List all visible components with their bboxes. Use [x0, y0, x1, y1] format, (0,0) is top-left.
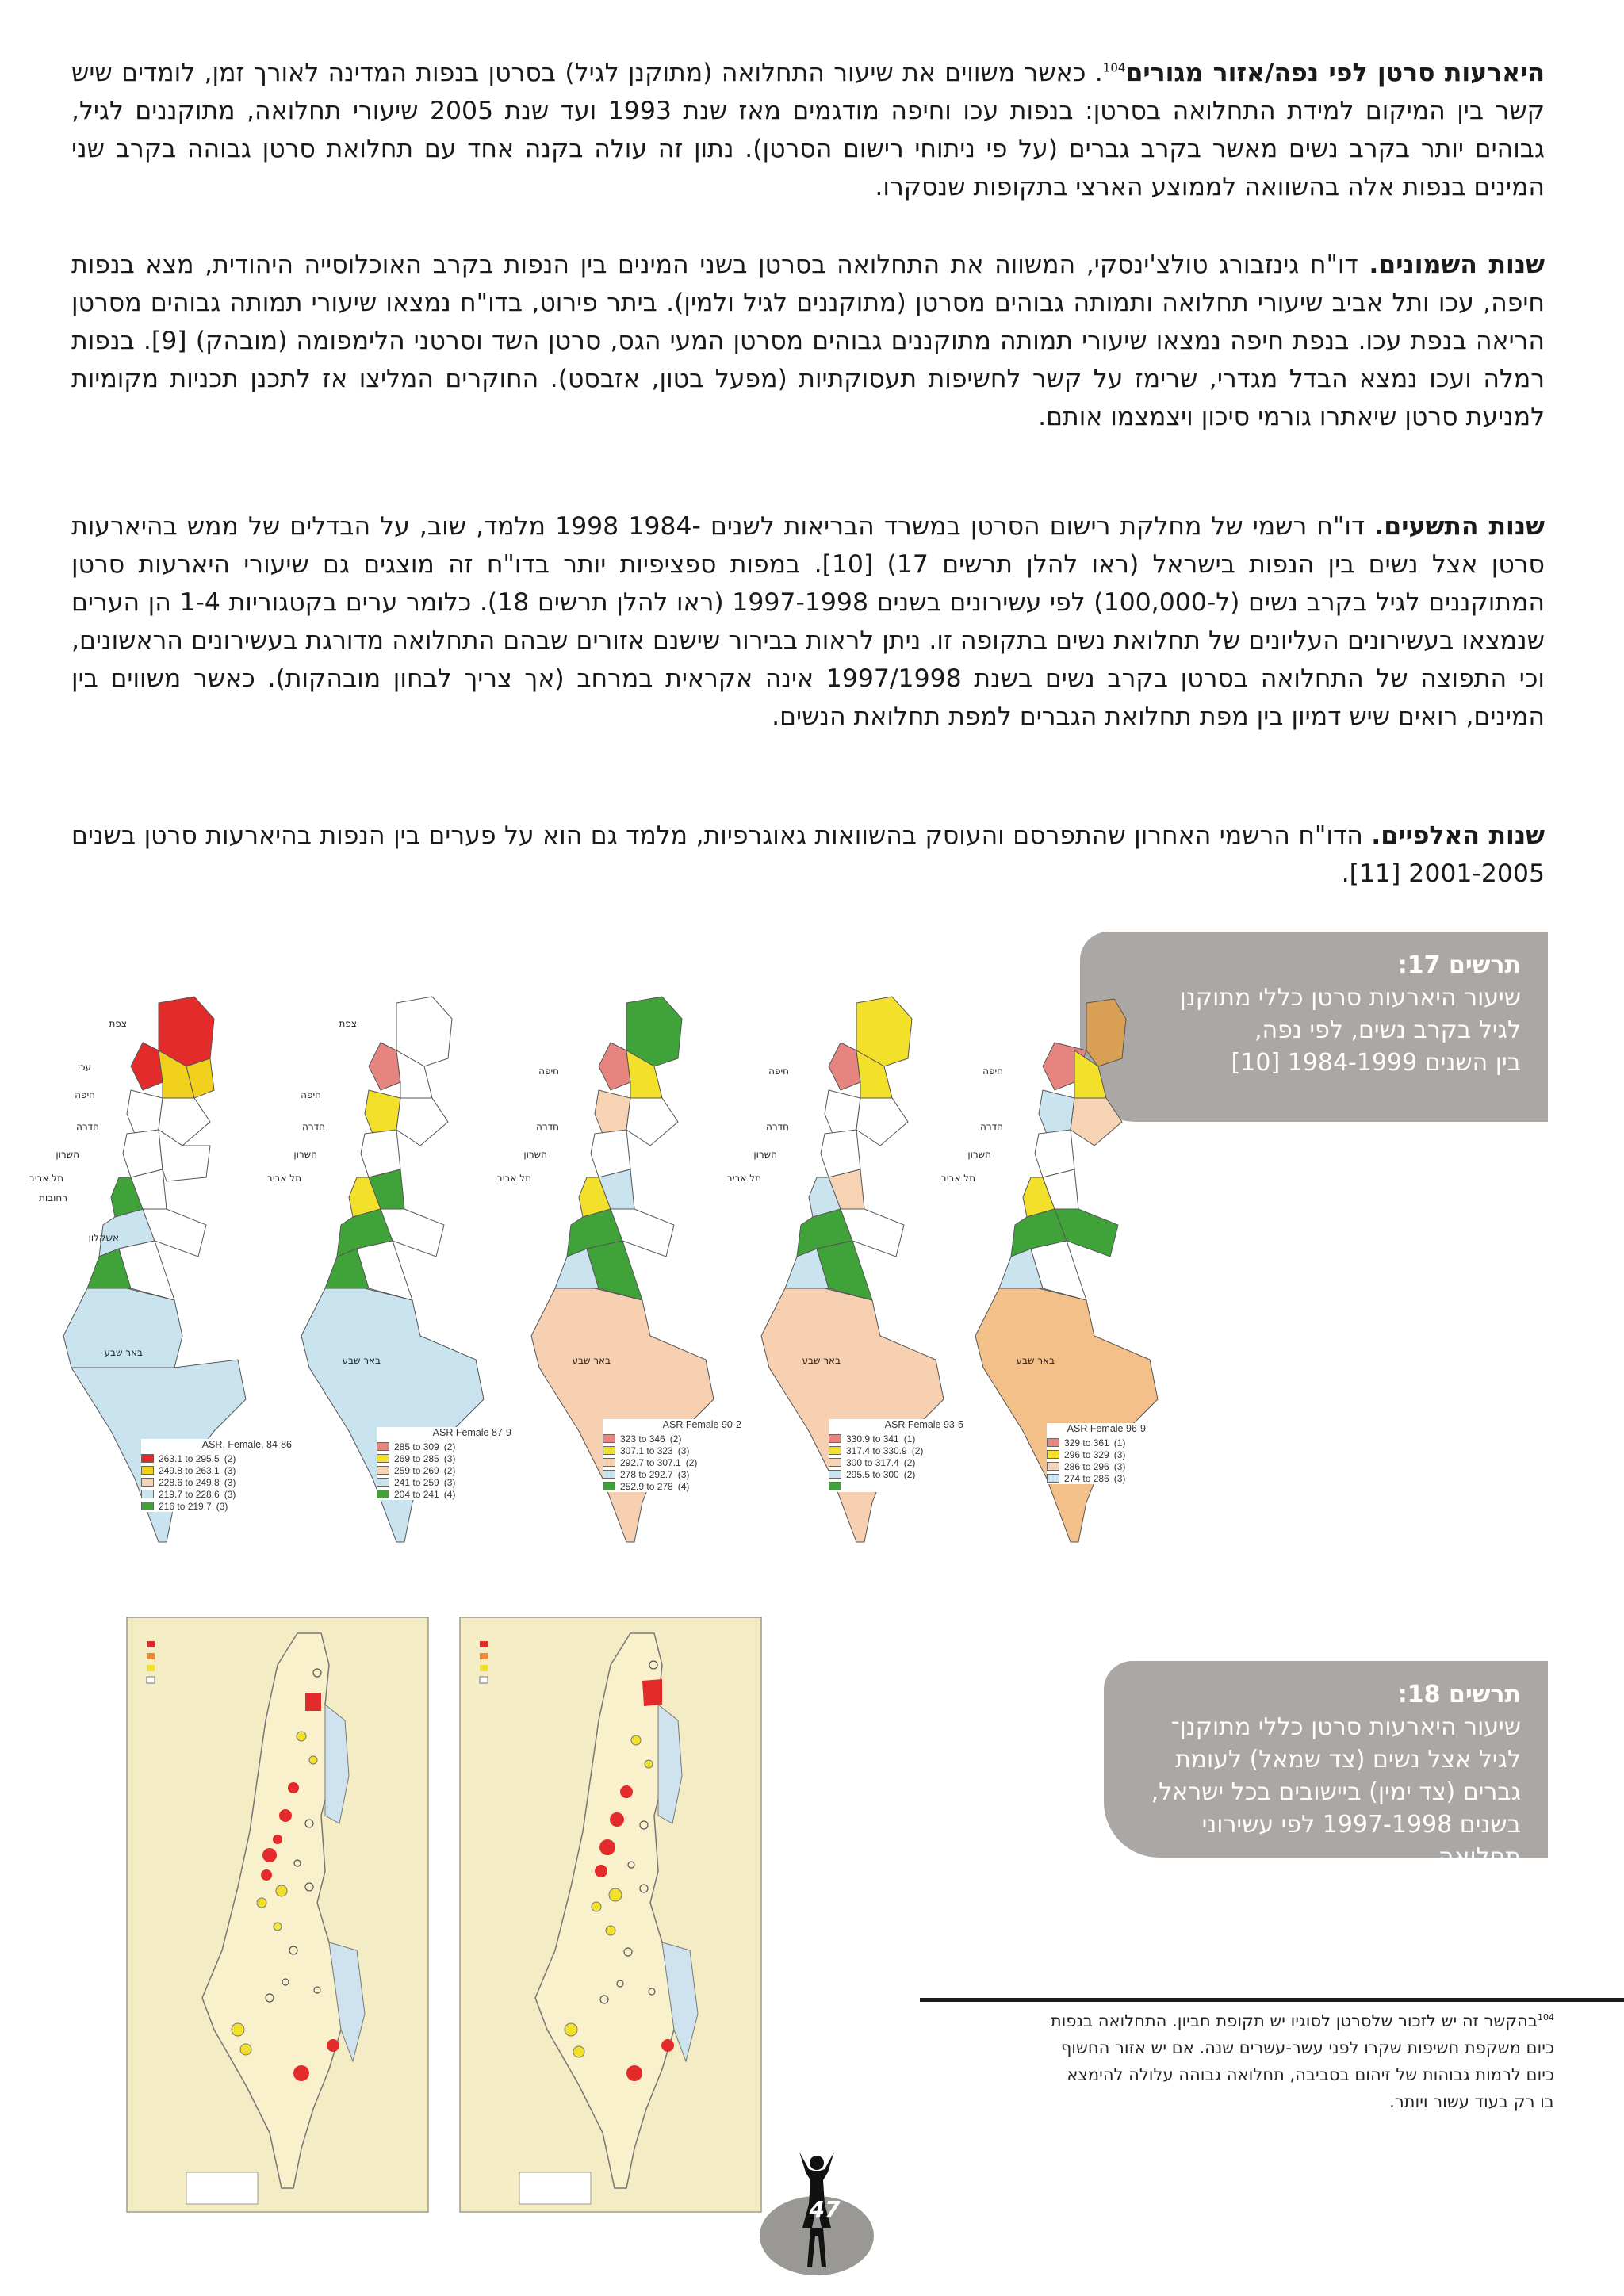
legend-count: (2)	[224, 1452, 236, 1464]
legend-row	[829, 1480, 963, 1492]
legend-swatch	[603, 1482, 615, 1490]
map-label-haifa: חיפה	[301, 1089, 321, 1100]
paragraph-text: דו"ח גינזבורג טולצ'ינסקי, המשווה את התחלואה בסרטן בשני המינים בין הנפות בקרב האוכלוסייה היהודית, מצא בנפות חיפה, עכו ותל אביב שיעורי תחלואה ותמותה גבוהים מסרטן (מתוקננים לגיל ולמין). ביתר פירוט, בדו"ח נמצאו שיעורי תמותה גבוהים מסרטן הריאה בנפת עכו. בנפת חיפה נמצאו שיעורי תמותה מתוקננים גבוהים מסרטן המעי הגס, סרטן השד וסרטני הלימפומה (מובהק) [9]. בנפות רמלה ועכו נמצא הבדל מגדרי, שרימז על קשר לחשיפות תעסוקתיות (מפעל בטון, אזבסט). החוקרים המליצו אז לתכנן תכניות מקומיות למניעת סרטן שיאתרו גורמי סיכון ויצמצמו אותם.	[71, 251, 1545, 431]
map-label-haifa: חיפה	[768, 1066, 789, 1077]
legend-range: 269 to 285	[394, 1452, 439, 1464]
figure-17-caption	[1080, 932, 1548, 1122]
legend-row	[829, 1433, 963, 1445]
figure-17-maps	[29, 987, 1150, 1562]
legend-swatch	[480, 1665, 488, 1671]
paragraph-regional-incidence	[71, 54, 1545, 206]
legend-range: 204 to 241	[394, 1488, 439, 1500]
legend-range: 292.7 to 307.1	[620, 1456, 681, 1468]
map-legend	[603, 1419, 741, 1492]
legend-swatch	[603, 1446, 615, 1455]
legend-range: 295.5 to 300	[846, 1468, 899, 1480]
legend-swatch	[829, 1458, 841, 1467]
map-label-telaviv: תל אביב	[940, 1173, 975, 1184]
legend-count: (3)	[443, 1452, 456, 1464]
figure-18-title: תרשים 18:	[1397, 1681, 1521, 1709]
legend-row	[829, 1456, 963, 1468]
legend-row	[1047, 1437, 1146, 1448]
settlement-map-men	[460, 1617, 761, 2212]
map-label-akko: עכו	[77, 1062, 91, 1073]
footnote-divider	[920, 1998, 1624, 2002]
map-label-hadera: חדרה	[75, 1121, 99, 1132]
footnote-text: בהקשר זה יש לזכור שלסרטן לסוגיו יש תקופת חביון. התחלואה בנפות	[1050, 2011, 1538, 2030]
map-legend	[377, 1427, 511, 1500]
legend-row	[141, 1452, 292, 1464]
legend-count: (1)	[903, 1433, 916, 1445]
map-label-haifa: חיפה	[538, 1066, 559, 1077]
page-number: 47	[809, 2196, 841, 2222]
legend-range: 329 to 361	[1064, 1437, 1109, 1448]
legend-count: (3)	[443, 1476, 456, 1488]
map-label-sharon: השרון	[753, 1149, 777, 1160]
map-label-beersheva: באר שבע	[572, 1355, 611, 1366]
legend-range: 216 to 219.7	[159, 1500, 212, 1512]
legend-swatch	[603, 1434, 615, 1443]
legend-swatch	[603, 1458, 615, 1467]
legend-title: ASR Female 90-2	[662, 1419, 741, 1430]
map-label-hadera: חדרה	[765, 1121, 789, 1132]
legend-range: 323 to 346	[620, 1433, 665, 1445]
page-number-badge	[752, 2149, 879, 2275]
legend-swatch	[829, 1482, 841, 1490]
legend-count: (1)	[1113, 1437, 1126, 1448]
legend-range: 296 to 329	[1064, 1448, 1109, 1460]
legend-swatch	[147, 1641, 155, 1647]
legend-swatch	[147, 1653, 155, 1659]
legend-swatch	[141, 1466, 154, 1475]
legend-swatch	[1047, 1450, 1059, 1459]
footnote-line: בו רק בעוד עשור ויותר.	[1389, 2092, 1554, 2111]
legend-count: (3)	[1113, 1448, 1126, 1460]
map-label-sharon: השרון	[523, 1149, 547, 1160]
paragraph-heading: שנות התשעים.	[1374, 512, 1545, 541]
legend-swatch	[377, 1466, 389, 1475]
figure-18-maps	[127, 1617, 825, 2220]
legend-row	[1047, 1460, 1146, 1472]
legend-count: (3)	[677, 1445, 690, 1456]
inset-legend	[186, 2172, 258, 2204]
figure-17-title: תרשים 17:	[1397, 951, 1521, 979]
legend-row	[1047, 1472, 1146, 1484]
legend-count: (3)	[1113, 1460, 1126, 1472]
legend-row	[1047, 1448, 1146, 1460]
footnote-line: כיום משקפת חשיפות שקרו לפני עשר-עשרים שנה. אם יש אזור החשוף	[1060, 2038, 1554, 2057]
figure-18-line: גברים (צד ימין) ביישובים בכל ישראל,	[1151, 1778, 1521, 1806]
map-label-ashkelon: אשקלון	[88, 1232, 119, 1243]
map-legend	[1047, 1423, 1146, 1484]
legend-count: (2)	[903, 1468, 916, 1480]
footnote-ref[interactable]: 104	[1102, 60, 1126, 75]
legend-count: (2)	[669, 1433, 682, 1445]
legend-row	[829, 1445, 963, 1456]
legend-swatch	[141, 1478, 154, 1487]
legend-range: 274 to 286	[1064, 1472, 1109, 1484]
footnote	[924, 2007, 1554, 2115]
legend-row	[603, 1445, 741, 1456]
map-label-telaviv: תל אביב	[726, 1173, 761, 1184]
map-legend	[141, 1439, 292, 1512]
figure-18-caption	[1104, 1661, 1548, 1871]
legend-row	[603, 1468, 741, 1480]
legend-row	[141, 1464, 292, 1476]
inset-legend	[519, 2172, 591, 2204]
legend-row	[377, 1488, 511, 1500]
legend-swatch	[377, 1442, 389, 1451]
paragraph-text: . כאשר משווים את שיעור התחלואה (מתוקנן לגיל) בסרטן בנפות המדינה לאורך זמן, לומדים שיש קשר בין המיקום למידת התחלואה בסרטן: בנפות עכו וחיפה מודגמים מאז שנת 1993 ועד שנת 2005 שיעורי תחלואה, מתוקננים לגיל, גבוהים יותר בקרב נשים מאשר בקרב גברים (על פי ניתוחי רישום הסרטן). נתון זה עולה בקנה אחד עם תחלואת סרטן גבוהה בקרב שני המינים בנפות אלה בהשוואה לממוצע הארצי בתקופות שנסקרו.	[71, 59, 1545, 201]
legend-swatch	[480, 1641, 488, 1647]
map-label-hadera: חדרה	[979, 1121, 1003, 1132]
paragraph-eighties	[71, 246, 1545, 436]
map-label-sharon: השרון	[293, 1149, 317, 1160]
legend-range: 317.4 to 330.9	[846, 1445, 907, 1456]
figure-17-line: בין השנים 1984-1999 [10]	[1231, 1049, 1521, 1077]
legend-range: 259 to 269	[394, 1464, 439, 1476]
legend-count: (4)	[677, 1480, 690, 1492]
legend-count: (3)	[677, 1468, 690, 1480]
legend-swatch	[603, 1470, 615, 1479]
footnote-number: 104	[1538, 2012, 1554, 2022]
paragraph-heading: שנות האלפיים.	[1371, 821, 1545, 850]
legend-count: (2)	[443, 1441, 456, 1452]
legend-count: (3)	[216, 1500, 228, 1512]
paragraph-nineties	[71, 507, 1545, 736]
legend-range: 330.9 to 341	[846, 1433, 899, 1445]
legend-row	[141, 1476, 292, 1488]
legend-swatch	[1047, 1462, 1059, 1471]
legend-swatch	[480, 1677, 488, 1683]
map-label-telaviv: תל אביב	[266, 1173, 301, 1184]
legend-range: 241 to 259	[394, 1476, 439, 1488]
footnote-line	[924, 2007, 1554, 2034]
figure-17-line: שיעור היארעות סרטן כללי מתוקנן	[1179, 984, 1521, 1012]
legend-title: ASR Female 87-9	[432, 1427, 511, 1438]
legend-swatch	[829, 1470, 841, 1479]
legend-count: (2)	[685, 1456, 698, 1468]
map-label-sharon: השרון	[56, 1149, 79, 1160]
map-legend	[829, 1419, 963, 1492]
legend-swatch	[480, 1653, 488, 1659]
legend-count: (3)	[224, 1476, 236, 1488]
legend-row	[603, 1433, 741, 1445]
footnote-line: כיום לרמות גבוהות של זיהום בסביבה, תחלואה גבוהה עלולה להימצא	[1067, 2065, 1554, 2084]
legend-range: 286 to 296	[1064, 1460, 1109, 1472]
paragraph-text: דו"ח רשמי של מחלקת רישום הסרטן במשרד הבריאות לשנים -1984 1998 מלמד, שוב, על הבדלים של ממש בהיארעות סרטן אצל נשים בין הנפות בישראל (ראו להלן תרשים 17) [10]. במפות ספציפיות יותר בדו"ח זה מוצגים גם שיעורי היארעות סרטן המתוקננים לגיל בקרב נשים (ל-100,000) לפי עשירונים בשנים 1997-1998 (ראו להלן תרשים 18). כלומר ערים בקטגוריות 1-4 הן הערים שנמצאו בעשירונים העליונים של תחלואת נשים בתקופה זו. ניתן לראות בבירור שישנם אזורים שבהם התחלואה מדורגת בעשירונים הראשונים, וכי התפוצה של התחלואה בסרטן בקרב נשים בשנת 1997/1998 אינה אקראית במרחב (אך צריך לבחון מובהקות). כאשר משווים בין המינים, רואים שיש דמיון בין מפת תחלואת הגברים למפת תחלואת הנשים.	[71, 512, 1545, 731]
legend-count: (3)	[224, 1464, 236, 1476]
figure-18-line: שיעור היארעות סרטן כללי מתוקנן־	[1170, 1713, 1521, 1741]
figure-18-line: בשנים 1997-1998 לפי עשירוני תחלואה	[1201, 1811, 1521, 1871]
legend-title: ASR, Female, 84-86	[201, 1439, 292, 1450]
legend-swatch	[1047, 1474, 1059, 1483]
legend-count: (2)	[903, 1456, 916, 1468]
legend-range: 285 to 309	[394, 1441, 439, 1452]
legend-range: 263.1 to 295.5	[159, 1452, 220, 1464]
paragraph-heading: שנות השמונים.	[1369, 251, 1545, 279]
figure-17-line: לגיל בקרב נשים, לפי נפה,	[1254, 1016, 1521, 1044]
legend-count: (3)	[224, 1488, 236, 1500]
map-label-haifa: חיפה	[75, 1089, 95, 1100]
legend-swatch	[377, 1490, 389, 1498]
figure-18-map-pair	[127, 1617, 825, 2220]
legend-range: 219.7 to 228.6	[159, 1488, 220, 1500]
legend-swatch	[1047, 1438, 1059, 1447]
legend-row	[377, 1476, 511, 1488]
legend-row	[377, 1441, 511, 1452]
legend-swatch	[141, 1454, 154, 1463]
map-label-beersheva: באר שבע	[802, 1355, 841, 1366]
map-label-beersheva: באר שבע	[1016, 1355, 1055, 1366]
map-label-telaviv: תל אביב	[29, 1173, 63, 1184]
legend-swatch	[147, 1665, 155, 1671]
legend-row	[377, 1464, 511, 1476]
map-label-sharon: השרון	[967, 1149, 991, 1160]
map-label-safed: צפת	[339, 1018, 357, 1029]
map-label-beersheva: באר שבע	[104, 1347, 143, 1358]
legend-swatch	[147, 1677, 155, 1683]
legend-range: 249.8 to 263.1	[159, 1464, 220, 1476]
legend-row	[603, 1456, 741, 1468]
legend-row	[377, 1452, 511, 1464]
legend-range: 228.6 to 249.8	[159, 1476, 220, 1488]
legend-swatch	[141, 1490, 154, 1498]
map-label-hadera: חדרה	[535, 1121, 559, 1132]
settlement-map-women	[127, 1617, 428, 2212]
map-label-beersheva: באר שבע	[342, 1355, 381, 1366]
figure-18-line: לגיל אצל נשים (צד שמאל) לעומת	[1174, 1746, 1521, 1774]
legend-row	[141, 1500, 292, 1512]
legend-title: ASR Female 93-5	[884, 1419, 963, 1430]
legend-row	[141, 1488, 292, 1500]
legend-count: (4)	[443, 1488, 456, 1500]
legend-range: 278 to 292.7	[620, 1468, 673, 1480]
legend-row	[603, 1480, 741, 1492]
map-label-telaviv: תל אביב	[496, 1173, 531, 1184]
legend-range: 300 to 317.4	[846, 1456, 899, 1468]
legend-range: 252.9 to 278	[620, 1480, 673, 1492]
legend-row	[829, 1468, 963, 1480]
map-label-safed: צפת	[109, 1018, 127, 1029]
legend-swatch	[377, 1454, 389, 1463]
legend-title: ASR Female 96-9	[1067, 1423, 1146, 1434]
legend-swatch	[829, 1434, 841, 1443]
map-label-rehovot: רחובות	[39, 1192, 67, 1203]
paragraph-heading: היארעות סרטן לפי נפה/אזור מגורים	[1125, 59, 1545, 87]
paragraph-text: הדו"ח הרשמי האחרון שהתפרסם והעוסק בהשוואות גאוגרפיות, מלמד גם הוא על פערים בין הנפות בהיארעות סרטן בשנים 2001-2005 [11].	[71, 821, 1545, 888]
map-label-haifa: חיפה	[982, 1066, 1003, 1077]
legend-swatch	[377, 1478, 389, 1487]
legend-range: 307.1 to 323	[620, 1445, 673, 1456]
legend-swatch	[829, 1446, 841, 1455]
legend-swatch	[141, 1502, 154, 1510]
legend-count: (2)	[911, 1445, 924, 1456]
map-label-hadera: חדרה	[301, 1121, 325, 1132]
legend-count: (2)	[443, 1464, 456, 1476]
legend-count: (3)	[1113, 1472, 1126, 1484]
paragraph-two-thousands	[71, 817, 1545, 893]
